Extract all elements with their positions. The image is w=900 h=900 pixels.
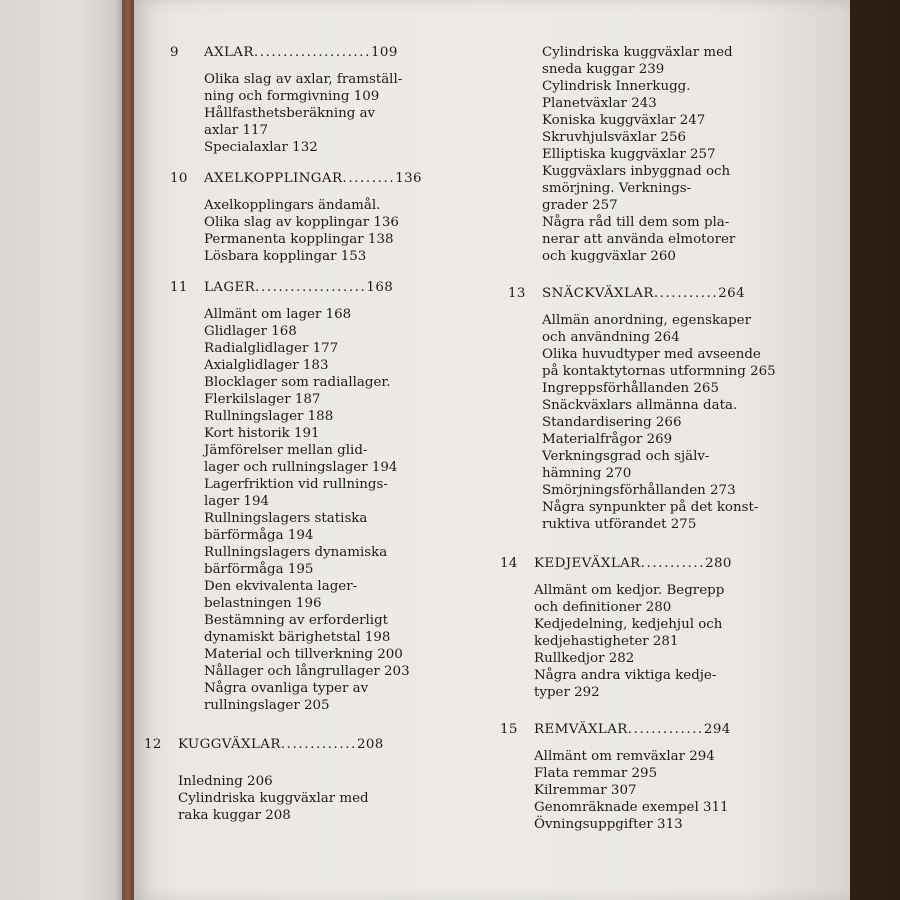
section-9	[170, 44, 440, 156]
entry-line: Flata remmar 295	[534, 766, 658, 781]
entry-line: Koniska kuggväxlar 247	[542, 113, 706, 128]
entry-line: nerar att använda elmotorer	[542, 232, 736, 247]
entry-line: Lösbara kopplingar 153	[204, 249, 367, 264]
section-title: AXLAR	[204, 45, 254, 60]
right-column	[500, 44, 790, 833]
entry-line: lager och rullningslager 194	[204, 460, 398, 475]
section-page: 136	[395, 171, 422, 186]
section-heading	[170, 170, 440, 187]
section-entries	[204, 71, 440, 156]
leader-dots: ....................	[253, 45, 371, 60]
entry-line: Materialfrågor 269	[542, 432, 673, 447]
entry-line: Snäckväxlars allmänna data.	[542, 398, 738, 413]
section-heading	[144, 736, 440, 753]
entry-line: Rullningslagers statiska	[204, 511, 368, 526]
entry-line: Blocklager som radiallager.	[204, 375, 391, 390]
leader-dots: ...................	[255, 280, 367, 295]
section-number: 15	[500, 722, 518, 737]
entry-line: grader 257	[542, 198, 618, 213]
entry-line: Kort historik 191	[204, 426, 320, 441]
entry-line: bärförmåga 194	[204, 528, 314, 543]
section-entries	[534, 748, 790, 833]
entry-line: och användning 264	[542, 330, 680, 345]
section-15	[500, 721, 790, 833]
entry-line: Kuggväxlars inbyggnad och	[542, 164, 731, 179]
entry-line: axlar 117	[204, 123, 269, 138]
section-12	[144, 736, 440, 824]
entry-line: Olika slag av kopplingar 136	[204, 215, 399, 230]
entry-line: och kuggväxlar 260	[542, 249, 676, 264]
section-number: 14	[500, 556, 518, 571]
entry-line: Allmänt om remväxlar 294	[534, 749, 715, 764]
section-heading	[500, 721, 790, 738]
entry-line: Genomräknade exempel 311	[534, 800, 729, 815]
section-page: 109	[371, 45, 398, 60]
entry-line: Allmänt om lager 168	[204, 307, 352, 322]
leader-dots: .............	[280, 737, 357, 752]
entry-line: bärförmåga 195	[204, 562, 314, 577]
left-page-edge	[0, 0, 128, 900]
entry-line: Lagerfriktion vid rullnings-	[204, 477, 388, 492]
entry-line: Hållfasthetsberäkning av	[204, 106, 376, 121]
section-page: 280	[705, 556, 732, 571]
entry-line: typer 292	[534, 685, 600, 700]
section-heading	[500, 555, 790, 572]
entry-line: Flerkilslager 187	[204, 392, 321, 407]
section-number: 9	[170, 45, 179, 60]
entry-line: Inledning 206	[178, 774, 273, 789]
section-page: 264	[718, 286, 746, 301]
entry-line: hämning 270	[542, 466, 632, 481]
entry-line: sneda kuggar 239	[542, 62, 665, 77]
entry-line: på kontaktytornas utformning 265	[542, 364, 776, 379]
entry-line: Elliptiska kuggväxlar 257	[542, 147, 716, 162]
entry-line: Skruvhjulsväxlar 256	[542, 130, 687, 145]
entry-line: ruktiva utförandet 275	[542, 517, 697, 532]
section-13	[508, 285, 790, 533]
entry-line: rullningslager 205	[204, 698, 330, 713]
entry-line: Axialglidlager 183	[204, 358, 329, 373]
entry-line: raka kuggar 208	[178, 808, 291, 823]
entry-line: Allmänt om kedjor. Begrepp	[534, 583, 725, 598]
leader-dots: .........	[342, 171, 396, 186]
entry-line: Några synpunkter på det konst-	[542, 500, 759, 515]
entry-line: Rullningslagers dynamiska	[204, 545, 388, 560]
section-14	[500, 555, 790, 701]
entry-line: Smörjningsförhållanden 273	[542, 483, 736, 498]
section-page: 294	[703, 722, 731, 737]
entry-line: Cylindrisk Innerkugg.	[542, 79, 691, 94]
section-entries	[534, 582, 790, 701]
entry-line: Allmän anordning, egenskaper	[542, 313, 751, 328]
entry-line: ning och formgivning 109	[204, 89, 380, 104]
entry-line: Bestämning av erforderligt	[204, 613, 389, 628]
entry-line: Den ekvivalenta lager-	[204, 579, 358, 594]
entry-line: kedjehastigheter 281	[534, 634, 679, 649]
section-title: KUGGVÄXLAR	[178, 737, 281, 752]
entry-line: lager 194	[204, 494, 269, 509]
section-11	[170, 279, 440, 714]
entry-line: Glidlager 168	[204, 324, 297, 339]
leader-dots: .............	[627, 722, 704, 737]
entry-line: Material och tillverkning 200	[204, 647, 403, 662]
section-10	[170, 170, 440, 265]
entry-line: och definitioner 280	[534, 600, 672, 615]
section-title: KEDJEVÄXLAR	[534, 556, 641, 571]
section-heading	[170, 279, 440, 296]
section-number: 11	[170, 280, 188, 295]
section-title: LAGER	[204, 280, 256, 295]
entry-line: Permanenta kopplingar 138	[204, 232, 394, 247]
section-entries	[204, 197, 440, 265]
entry-line: dynamiskt bärighetstal 198	[204, 630, 391, 645]
leader-dots: ...........	[653, 286, 719, 301]
entry-line: Rullningslager 188	[204, 409, 334, 424]
entry-line: Jämförelser mellan glid-	[204, 443, 368, 458]
entry-line: Rullkedjor 282	[534, 651, 635, 666]
entry-line: Radialglidlager 177	[204, 341, 339, 356]
section-number: 13	[508, 286, 526, 301]
entry-line: smörjning. Verknings-	[542, 181, 692, 196]
section-title: REMVÄXLAR	[534, 722, 628, 737]
section-entries	[178, 773, 440, 824]
entry-line: Olika huvudtyper med avseende	[542, 347, 761, 362]
entry-line: Planetväxlar 243	[542, 96, 657, 111]
entry-line: Olika slag av axlar, framställ-	[204, 72, 403, 87]
entry-line: Specialaxlar 132	[204, 140, 318, 155]
left-column	[144, 44, 440, 824]
section-title: SNÄCKVÄXLAR	[542, 286, 654, 301]
entry-line: Några råd till dem som pla-	[542, 215, 730, 230]
entry-line: Standardisering 266	[542, 415, 682, 430]
entry-line: Några ovanliga typer av	[204, 681, 369, 696]
section-number: 10	[170, 171, 188, 186]
entry-line: Kilremmar 307	[534, 783, 637, 798]
section-page: 168	[366, 280, 394, 295]
entry-line: Ingreppsförhållanden 265	[542, 381, 719, 396]
entry-line: Axelkopplingars ändamål.	[204, 198, 381, 213]
leader-dots: ...........	[640, 556, 706, 571]
entry-line: belastningen 196	[204, 596, 322, 611]
entry-line: Cylindriska kuggväxlar med	[178, 791, 369, 806]
section-entries	[542, 312, 790, 533]
section-page: 208	[356, 737, 384, 752]
section-entries	[204, 306, 440, 714]
entry-line: Övningsuppgifter 313	[534, 817, 683, 832]
section-number: 12	[144, 737, 162, 752]
section-12-continued	[542, 44, 790, 265]
entry-line: Verkningsgrad och själv-	[542, 449, 710, 464]
section-heading	[170, 44, 440, 61]
entry-line: Några andra viktiga kedje-	[534, 668, 717, 683]
section-heading	[508, 285, 790, 302]
section-title: AXELKOPPLINGAR	[204, 171, 343, 186]
entry-line: Nållager och långrullager 203	[204, 664, 410, 679]
entry-line: Kedjedelning, kedjehjul och	[534, 617, 723, 632]
entry-line: Cylindriska kuggväxlar med	[542, 45, 733, 60]
